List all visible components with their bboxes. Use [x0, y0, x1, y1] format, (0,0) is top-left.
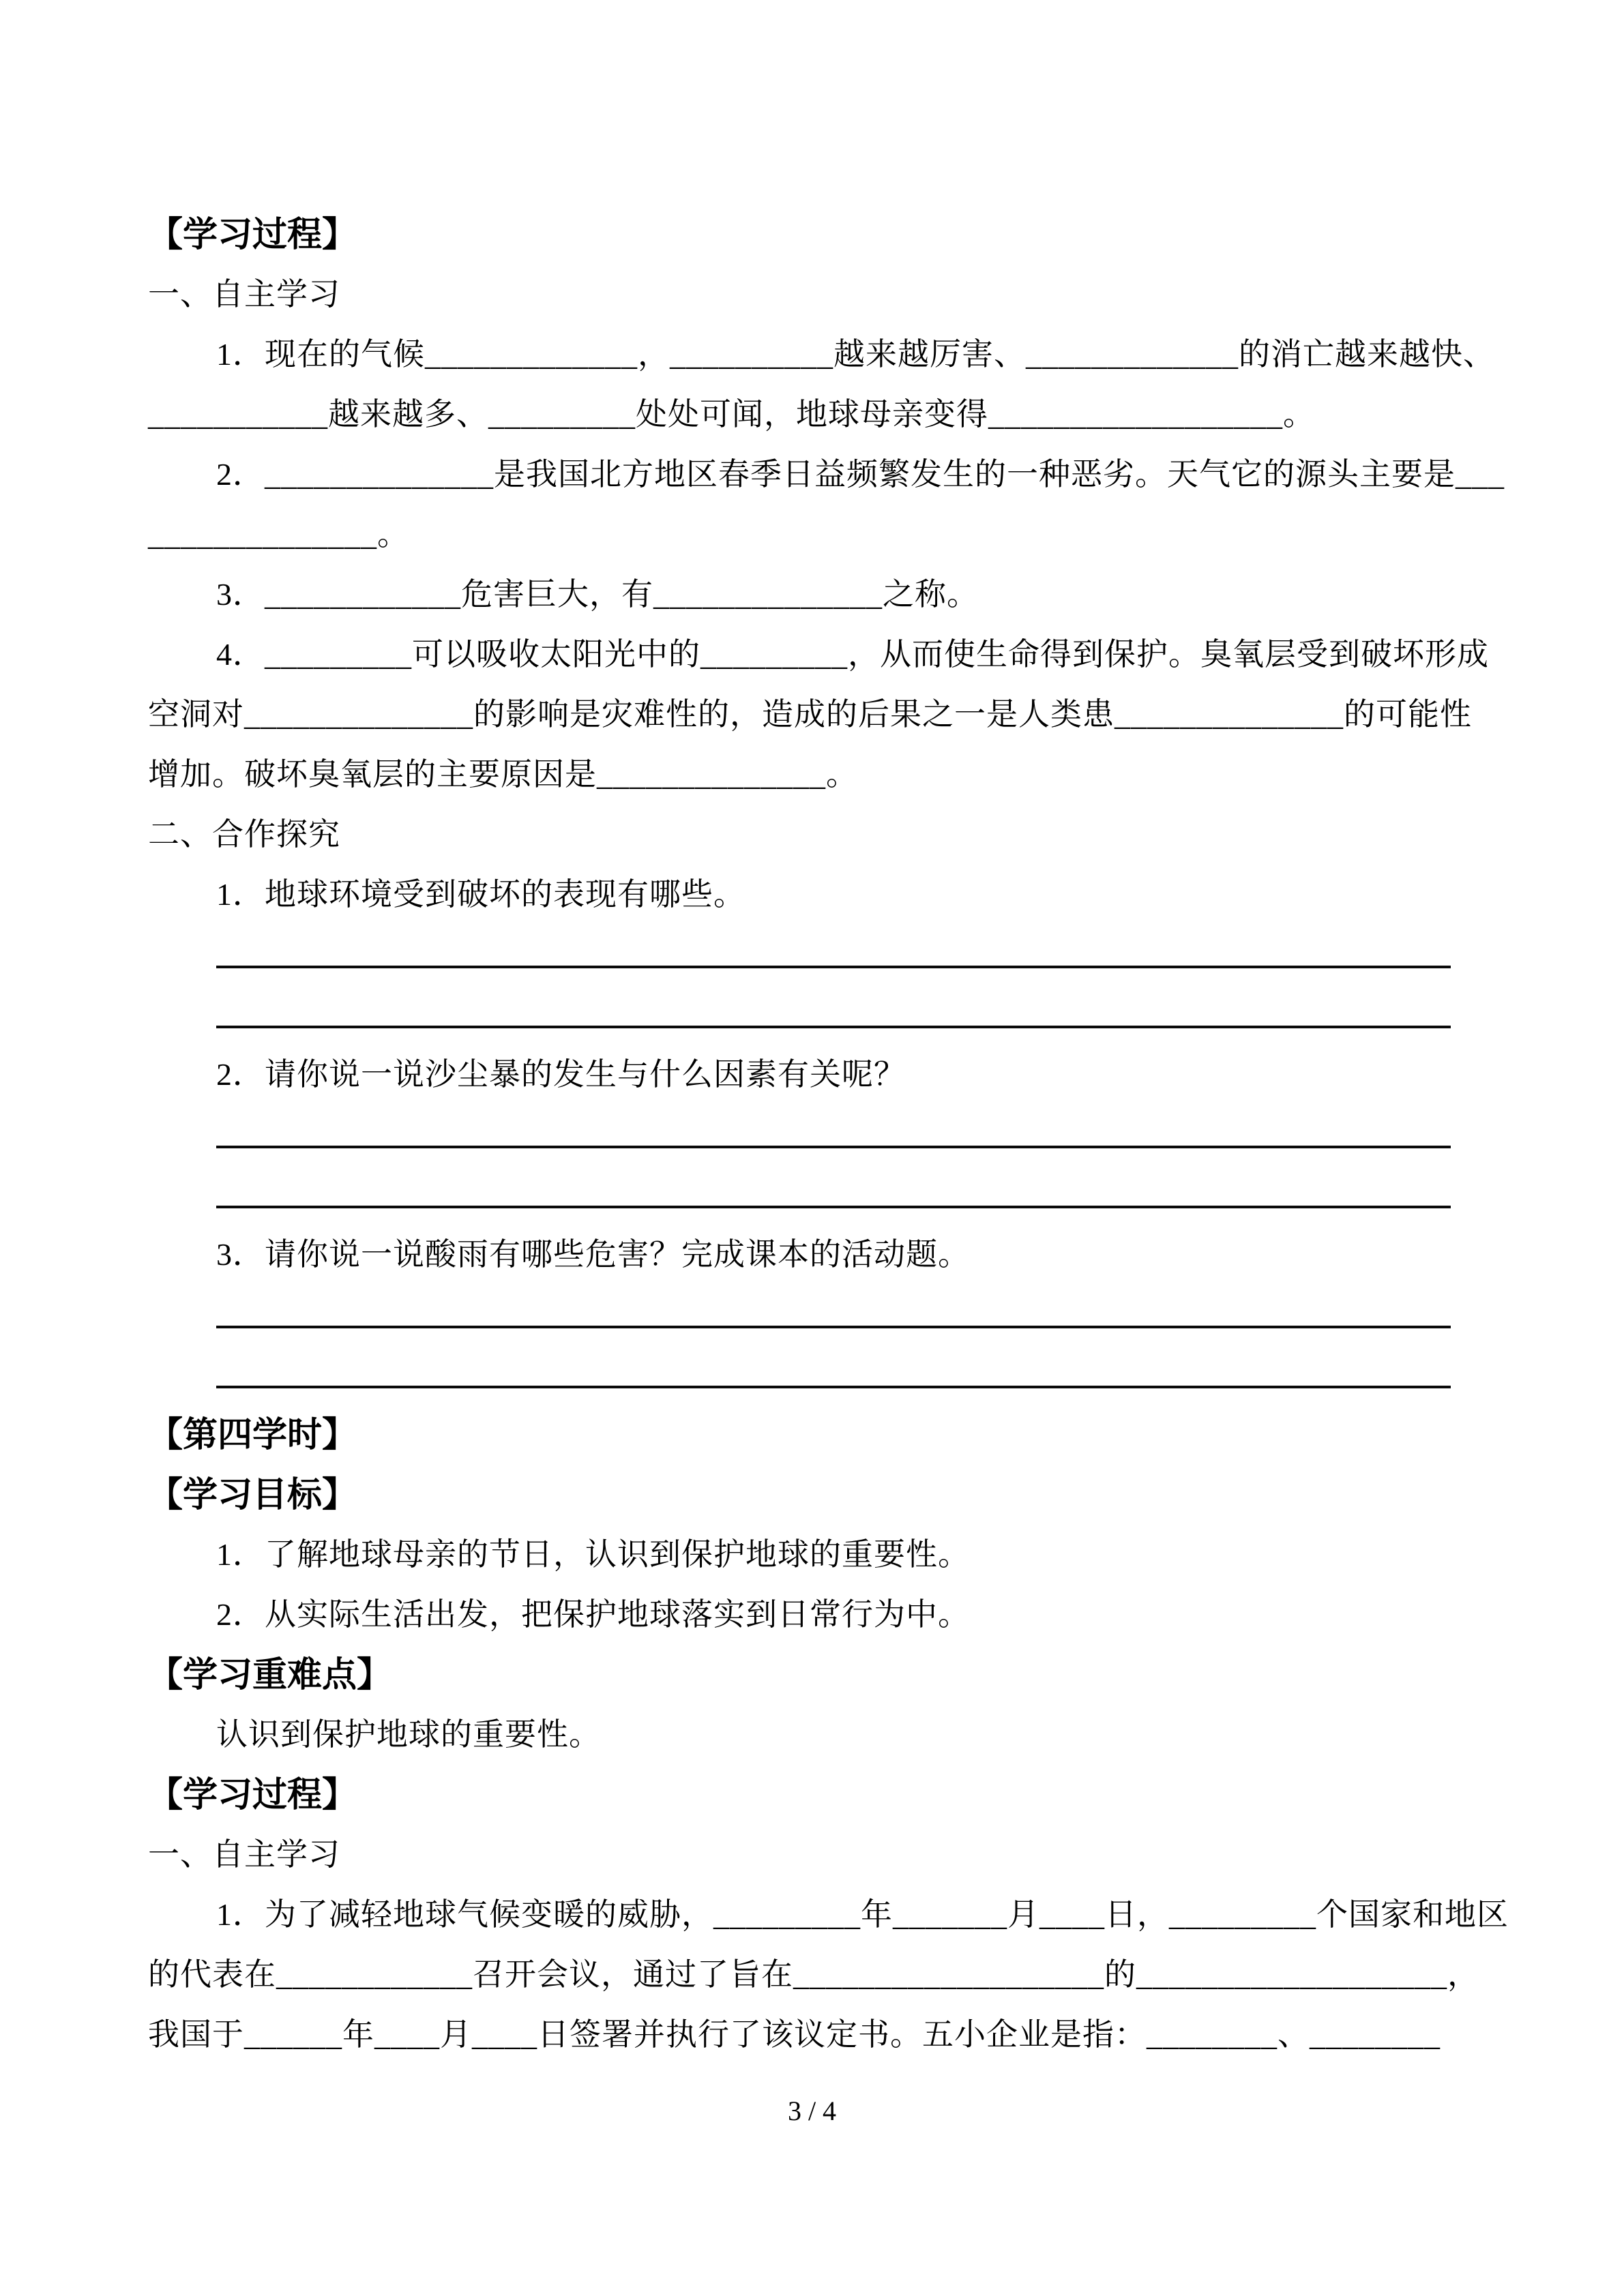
- answer-blank-line: [148, 1285, 1488, 1345]
- subsection-self-study-2: 一、自主学习: [148, 1837, 340, 1872]
- fill-blank-item-1-line-1: 1．现在的气候_____________，__________越来越厉害、_____________的消亡越来越快、: [216, 337, 1495, 372]
- learning-goal-2: 2．从实际生活出发，把保护地球落实到日常行为中。: [216, 1597, 970, 1632]
- fill-blank-kyoto-line-1: 1．为了减轻地球气候变暖的威胁，_________年_______月____日，_________个国家和地区: [216, 1897, 1509, 1932]
- fill-blank-item-4-line-3: 增加。破坏臭氧层的主要原因是______________。: [148, 757, 858, 792]
- fill-blank-item-4-line-1: 4．_________可以吸收太阳光中的_________，从而使生命得到保护。臭氧层受到破坏形成: [216, 637, 1489, 672]
- learning-goal-1: 1．了解地球母亲的节日，认识到保护地球的重要性。: [216, 1537, 970, 1572]
- answer-rule-line: [216, 985, 1451, 1028]
- subsection-self-study: 一、自主学习: [148, 277, 340, 312]
- fill-blank-item-1-line-2: ___________越来越多、_________处处可闻，地球母亲变得__________________。: [148, 397, 1315, 432]
- fill-blank-kyoto-line-2: 的代表在____________召开会议，通过了旨在___________________的___________________，: [148, 1957, 1479, 1992]
- answer-blank-line: [148, 985, 1488, 1045]
- answer-blank-line: [148, 925, 1488, 985]
- answer-rule-line: [216, 925, 1451, 968]
- fill-blank-item-2-line-1: 2．______________是我国北方地区春季日益频繁发生的一种恶劣。天气它的源头主要是___: [216, 457, 1505, 492]
- fill-blank-item-3: 3．____________危害巨大，有______________之称。: [216, 577, 979, 612]
- answer-rule-line: [216, 1105, 1451, 1148]
- inquiry-question-3: 3．请你说一说酸雨有哪些危害？完成课本的活动题。: [216, 1237, 970, 1272]
- answer-rule-line: [216, 1165, 1451, 1208]
- section-heading-learning-process-2: 【学习过程】: [148, 1775, 357, 1814]
- key-difficulty-text: 认识到保护地球的重要性。: [216, 1717, 601, 1752]
- answer-rule-line: [216, 1345, 1451, 1388]
- inquiry-question-1: 1．地球环境受到破坏的表现有哪些。: [216, 877, 745, 912]
- page-number: 3 / 4: [787, 2096, 837, 2126]
- answer-blank-line: [148, 1165, 1488, 1225]
- fill-blank-kyoto-line-3: 我国于______年____月____日签署并执行了该议定书。五小企业是指：________、________: [148, 2017, 1441, 2052]
- section-heading-key-difficulties: 【学习重难点】: [148, 1655, 392, 1694]
- fill-blank-item-2-line-2: ______________。: [148, 517, 409, 552]
- answer-blank-line: [148, 1345, 1488, 1405]
- answer-blank-line: [148, 1105, 1488, 1165]
- subsection-cooperative-inquiry: 二、合作探究: [148, 817, 340, 852]
- worksheet-content: [148, 205, 1509, 2065]
- answer-rule-line: [216, 1285, 1451, 1328]
- section-heading-learning-process: 【学习过程】: [148, 215, 357, 254]
- inquiry-question-2: 2．请你说一说沙尘暴的发生与什么因素有关呢？: [216, 1057, 906, 1092]
- fill-blank-item-4-line-2: 空洞对______________的影响是灾难性的，造成的后果之一是人类患______________的可能性: [148, 697, 1472, 732]
- section-heading-fourth-period: 【第四学时】: [148, 1415, 357, 1454]
- section-heading-learning-goals: 【学习目标】: [148, 1475, 357, 1514]
